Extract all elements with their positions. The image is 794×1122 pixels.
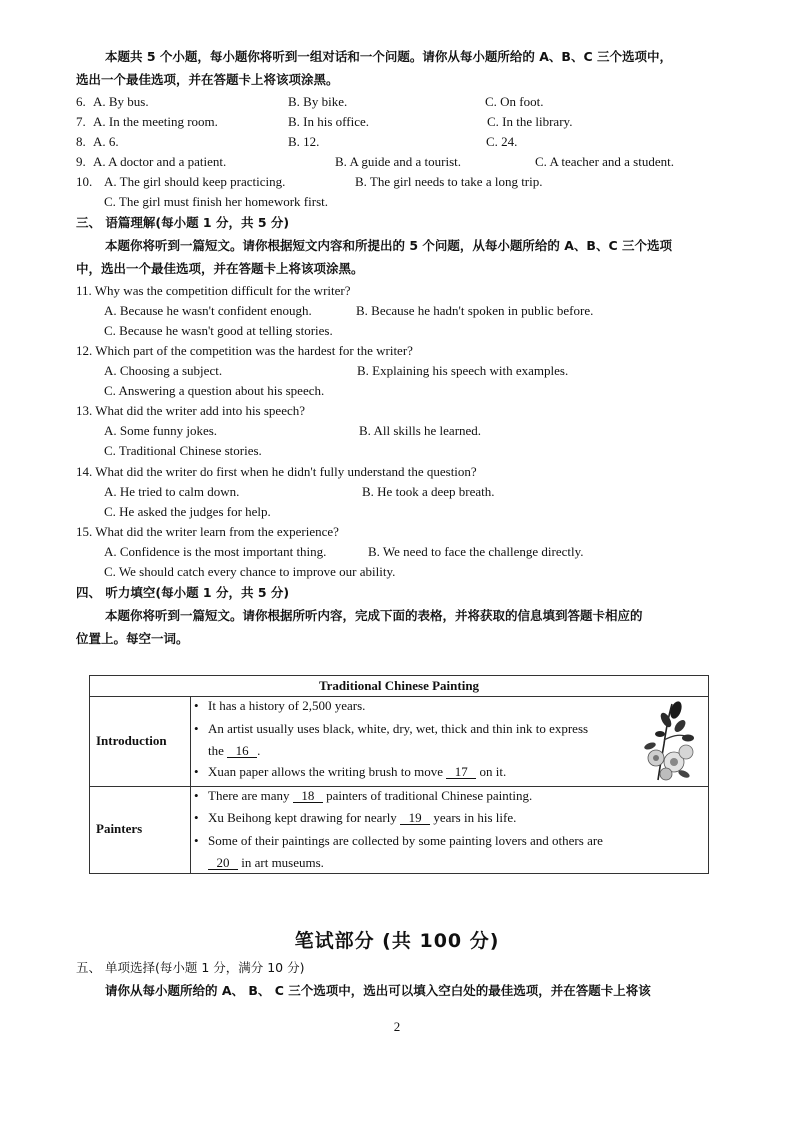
painters-bullet-2-pre: Xu Beihong kept drawing for nearly	[208, 810, 401, 825]
painters-bullet-3-end: in art museums.	[238, 855, 324, 870]
q11-option-a[interactable]: A. Because he wasn't confident enough.	[104, 303, 312, 318]
q12-stem: 12. Which part of the competition was the hardest for the writer?	[76, 343, 413, 358]
section-3-heading: 三、 语篇理解(每小题 1 分，共 5 分)	[76, 215, 290, 230]
q9-option-a[interactable]: A. A doctor and a patient.	[93, 154, 227, 169]
bullet-mark: •	[194, 764, 199, 779]
bullet-mark: •	[194, 698, 199, 713]
q12-option-a[interactable]: A. Choosing a subject.	[104, 363, 223, 378]
table-row-label-painters: Painters	[96, 821, 143, 836]
painters-bullet-1-pre: There are many	[208, 788, 293, 803]
bullet-mark: •	[194, 833, 199, 848]
q15-option-c[interactable]: C. We should catch every chance to improve our ability.	[104, 564, 396, 579]
table-title: Traditional Chinese Painting	[318, 678, 480, 693]
q14-option-c[interactable]: C. He asked the judges for help.	[104, 504, 271, 519]
q13-option-b[interactable]: B. All skills he learned.	[359, 423, 482, 438]
intro-bullet-2	[194, 721, 588, 737]
blank-18[interactable]: 18	[293, 789, 323, 803]
painters-bullet-3-pre: Some of their paintings are collected by some painting lovers and others are	[208, 833, 603, 848]
painters-bullet-3	[194, 833, 603, 849]
q6-option-c[interactable]: C. On foot.	[485, 94, 544, 109]
q15-option-b[interactable]: B. We need to face the challenge directly.	[368, 544, 584, 559]
bullet-mark: •	[194, 721, 199, 736]
section-3-intro-2: 中，选出一个最佳选项，并在答题卡上将该项涂黑。	[76, 261, 364, 276]
painters-bullet-2-end: years in his life.	[430, 810, 517, 825]
q11-option-b[interactable]: B. Because he hadn't spoken in public before.	[356, 303, 594, 318]
q8-option-b[interactable]: B. 12.	[288, 134, 320, 149]
section-3-intro-1: 本题你将听到一篇短文。请你根据短文内容和所提出的 5 个问题，从每小题所给的 A、B、C 三个选项	[105, 238, 672, 253]
q13-option-c[interactable]: C. Traditional Chinese stories.	[104, 443, 262, 458]
q14-option-b[interactable]: B. He took a deep breath.	[362, 484, 495, 499]
intro-bullet-2-text: An artist usually uses black, white, dry, wet, thick and thin ink to express	[208, 721, 589, 736]
q9-option-b[interactable]: B. A guide and a tourist.	[335, 154, 462, 169]
page-number: 2	[393, 1019, 401, 1034]
section-4-intro-2: 位置上。每空一词。	[76, 631, 189, 646]
written-part-title: 笔试部分 (共 100 分)	[294, 930, 500, 952]
q14-option-a[interactable]: A. He tried to calm down.	[104, 484, 240, 499]
intro-line-1: 本题共 5 个小题，每小题你将听到一组对话和一个问题。请你从每小题所给的 A、B、C 三个选项中，	[105, 49, 672, 64]
q6-option-a[interactable]: A. By bus.	[93, 94, 149, 109]
intro-bullet-1-text: It has a history of 2,500 years.	[208, 698, 366, 713]
intro-line-2: 选出一个最佳选项，并在答题卡上将该项涂黑。	[76, 72, 339, 87]
table-column-divider	[190, 697, 191, 873]
painters-bullet-3-cont	[208, 855, 324, 871]
painters-bullet-2	[194, 810, 516, 826]
blank-16[interactable]: 16	[227, 744, 257, 758]
q9-option-c[interactable]: C. A teacher and a student.	[535, 154, 674, 169]
intro-bullet-2-the: the	[208, 743, 228, 758]
flower-painting-illustration	[642, 700, 698, 784]
q14-stem: 14. What did the writer do first when he didn't fully understand the question?	[76, 464, 477, 479]
section-5-intro: 请你从每小题所给的 A、 B、 C 三个选项中，选出可以填入空白处的最佳选项，并在答题卡上将该	[105, 983, 651, 998]
q10-num: 10.	[76, 174, 93, 189]
painters-bullet-1	[194, 788, 532, 804]
intro-bullet-3-pre: Xuan paper allows the writing brush to move	[208, 764, 447, 779]
painting-table	[89, 675, 709, 874]
q7-num: 7.	[76, 114, 86, 129]
blank-20[interactable]: 20	[208, 856, 238, 870]
blank-17[interactable]: 17	[446, 765, 476, 779]
q8-num: 8.	[76, 134, 86, 149]
intro-bullet-2-end: .	[257, 743, 261, 758]
q13-stem: 13. What did the writer add into his speech?	[76, 403, 306, 418]
q12-option-b[interactable]: B. Explaining his speech with examples.	[357, 363, 569, 378]
table-row-label-introduction: Introduction	[96, 733, 167, 748]
section-5-heading: 五、 单项选择(每小题 1 分，满分 10 分)	[76, 960, 305, 975]
q11-option-c[interactable]: C. Because he wasn't good at telling stories.	[104, 323, 333, 338]
q8-option-a[interactable]: A. 6.	[93, 134, 119, 149]
q15-stem: 15. What did the writer learn from the experience?	[76, 524, 339, 539]
intro-bullet-2-cont	[208, 743, 260, 759]
intro-bullet-1	[194, 698, 365, 714]
section-4-intro-1: 本题你将听到一篇短文。请你根据所听内容，完成下面的表格，并将获取的信息填到答题卡相应的	[105, 608, 643, 623]
q10-option-c[interactable]: C. The girl must finish her homework first.	[104, 194, 328, 209]
section-4-heading: 四、 听力填空(每小题 1 分，共 5 分)	[76, 585, 290, 600]
q10-option-a[interactable]: A. The girl should keep practicing.	[104, 174, 286, 189]
q10-option-b[interactable]: B. The girl needs to take a long trip.	[355, 174, 543, 189]
q6-num: 6.	[76, 94, 86, 109]
q11-stem: 11. Why was the competition difficult for the writer?	[76, 283, 351, 298]
table-header-divider	[90, 696, 708, 697]
q8-option-c[interactable]: C. 24.	[486, 134, 518, 149]
intro-bullet-3	[194, 764, 506, 780]
bullet-mark: •	[194, 810, 199, 825]
q7-option-a[interactable]: A. In the meeting room.	[93, 114, 218, 129]
table-row-divider	[90, 786, 708, 787]
q7-option-c[interactable]: C. In the library.	[487, 114, 573, 129]
painters-bullet-1-end: painters of traditional Chinese painting.	[322, 788, 533, 803]
q7-option-b[interactable]: B. In his office.	[288, 114, 369, 129]
q9-num: 9.	[76, 154, 86, 169]
intro-bullet-3-end: on it.	[476, 764, 507, 779]
q12-option-c[interactable]: C. Answering a question about his speech.	[104, 383, 325, 398]
bullet-mark: •	[194, 788, 199, 803]
q6-option-b[interactable]: B. By bike.	[288, 94, 348, 109]
q15-option-a[interactable]: A. Confidence is the most important thing.	[104, 544, 327, 559]
blank-19[interactable]: 19	[400, 811, 430, 825]
q13-option-a[interactable]: A. Some funny jokes.	[104, 423, 218, 438]
